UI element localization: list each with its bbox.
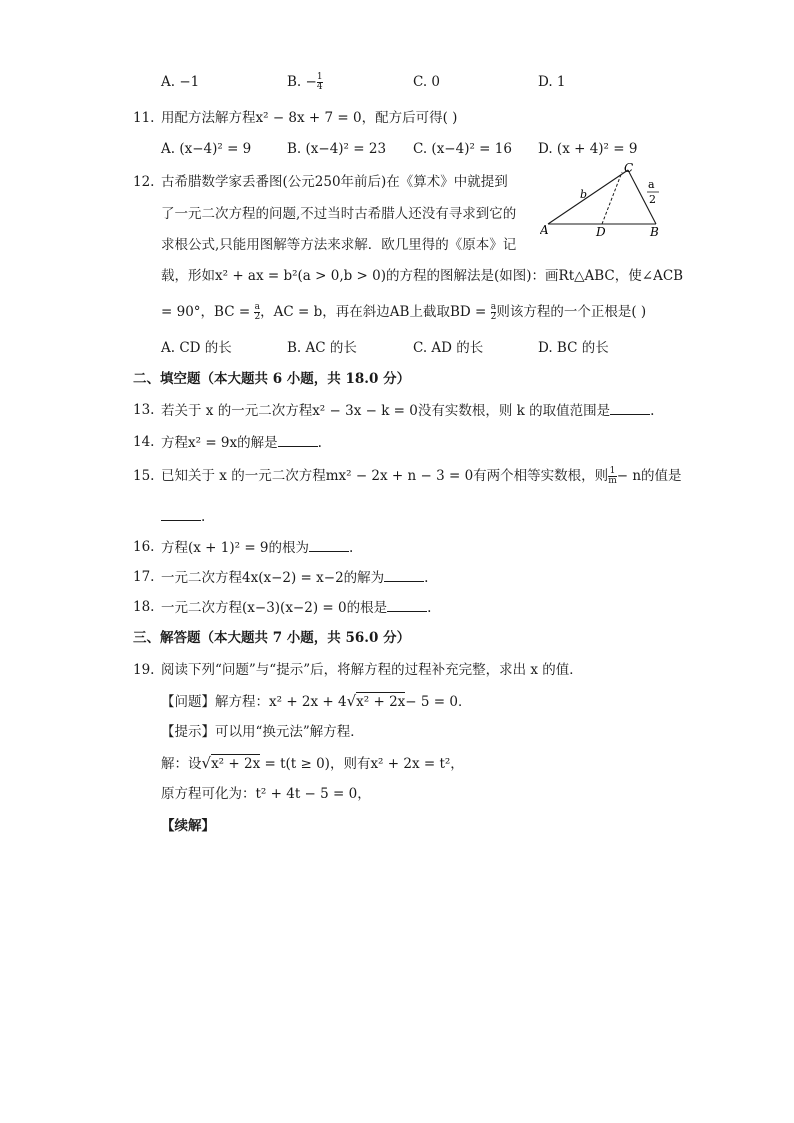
question-text: 阅读下列“问题”与“提示”后，将解方程的过程补充完整，求出 x 的值． bbox=[161, 662, 583, 678]
label-side-a-num: a bbox=[648, 178, 655, 191]
question-text: 了一元二次方程的问题,不过当时古希腊人还没有寻求到它的 bbox=[161, 206, 517, 222]
question-text: 方程x² = 9x的解是 . bbox=[161, 432, 322, 453]
answer-blank bbox=[161, 506, 201, 521]
question-text: 古希腊数学家丢番图(公元250年前后)在《算术》中就提到 bbox=[161, 174, 508, 190]
question-number: 18. bbox=[133, 599, 155, 615]
label-a: A bbox=[540, 223, 549, 237]
question-number: 14. bbox=[133, 434, 155, 450]
question-text: 解：设√x² + 2x = t(t ≥ 0)，则有x² + 2x = t²， bbox=[161, 754, 464, 772]
fraction: $\frac{a}{2}$ bbox=[490, 302, 497, 322]
q10-option-a: A. −1 bbox=[161, 74, 200, 90]
q12-option-a: A. CD 的长 bbox=[161, 340, 232, 356]
question-text: 用配方法解方程x² − 8x + 7 = 0，配方后可得( ) bbox=[161, 110, 458, 126]
label-d: D bbox=[596, 225, 606, 239]
question-number: 13. bbox=[133, 402, 155, 418]
question-text: = 90°，BC = $\frac{a}{2}$ ，AC = b，再在斜边AB上截取BD = $\frac{a}{2}$ 则该方程的一个正根是( ) bbox=[161, 302, 647, 322]
question-text: 若关于 x 的一元二次方程x² − 3x − k = 0没有实数根，则 k 的取值范围是 . bbox=[161, 400, 654, 421]
answer-blank bbox=[384, 567, 424, 582]
side-ac bbox=[548, 170, 628, 224]
fraction: $\frac{1}{4}$ bbox=[316, 72, 323, 92]
answer-blank bbox=[309, 537, 349, 552]
answer-blank bbox=[610, 400, 650, 415]
section-heading-fill-in: 二、填空题（本大题共 6 小题，共 18.0 分） bbox=[133, 371, 411, 387]
question-number: 16. bbox=[133, 539, 155, 555]
triangle-figure bbox=[540, 160, 670, 240]
q11-option-d: D. (x + 4)² = 9 bbox=[538, 141, 638, 157]
question-text: 一元二次方程(x−3)(x−2) = 0的根是 . bbox=[161, 597, 431, 618]
q11-option-b: B. (x−4)² = 23 bbox=[287, 141, 387, 157]
section-heading-solve: 三、解答题（本大题共 7 小题，共 56.0 分） bbox=[133, 630, 411, 646]
q11-option-c: C. (x−4)² = 16 bbox=[413, 141, 512, 157]
question-number: 15. bbox=[133, 468, 155, 484]
segment-cd bbox=[602, 172, 622, 224]
question-text: 【问题】解方程：x² + 2x + 4√x² + 2x− 5 = 0． bbox=[161, 692, 472, 710]
question-text: 一元二次方程4x(x−2) = x−2的解为 . bbox=[161, 567, 428, 588]
q10-option-c: C. 0 bbox=[413, 74, 441, 90]
label-side-a-den: 2 bbox=[649, 193, 656, 206]
question-text: 求根公式,只能用图解等方法来求解．欧几里得的《原本》记 bbox=[161, 237, 517, 253]
question-text: . bbox=[161, 506, 205, 527]
question-number: 19. bbox=[133, 662, 155, 678]
q10-option-b: B. − $\frac{1}{4}$ bbox=[287, 72, 323, 92]
question-number: 12. bbox=[133, 174, 155, 190]
question-text: 【续解】 bbox=[161, 818, 215, 834]
answer-blank bbox=[387, 597, 427, 612]
question-text: 载，形如x² + ax = b²(a > 0,b > 0)的方程的图解法是(如图)：画Rt△ABC，使∠ACB bbox=[161, 268, 684, 284]
fraction: $\frac{1}{m}$ bbox=[608, 466, 617, 486]
question-text: 【提示】可以用“换元法”解方程． bbox=[161, 724, 364, 740]
label-c: C bbox=[624, 161, 634, 175]
label-side-b: b bbox=[580, 188, 588, 201]
q12-option-c: C. AD 的长 bbox=[413, 340, 484, 356]
question-text: 原方程可化为：t² + 4t − 5 = 0， bbox=[161, 786, 371, 802]
question-text: 方程(x + 1)² = 9的根为 . bbox=[161, 537, 353, 558]
q11-option-a: A. (x−4)² = 9 bbox=[161, 141, 252, 157]
q12-option-b: B. AC 的长 bbox=[287, 340, 357, 356]
question-text: 已知关于 x 的一元二次方程mx² − 2x + n − 3 = 0有两个相等实数根，则 $\frac{1}{m}$ − n的值是 bbox=[161, 466, 682, 486]
question-number: 11. bbox=[133, 110, 155, 126]
q10-option-d: D. 1 bbox=[538, 74, 566, 90]
label-b: B bbox=[650, 225, 659, 239]
q12-option-d: D. BC 的长 bbox=[538, 340, 609, 356]
question-number: 17. bbox=[133, 569, 155, 585]
answer-blank bbox=[278, 432, 318, 447]
fraction: $\frac{a}{2}$ bbox=[254, 302, 261, 322]
